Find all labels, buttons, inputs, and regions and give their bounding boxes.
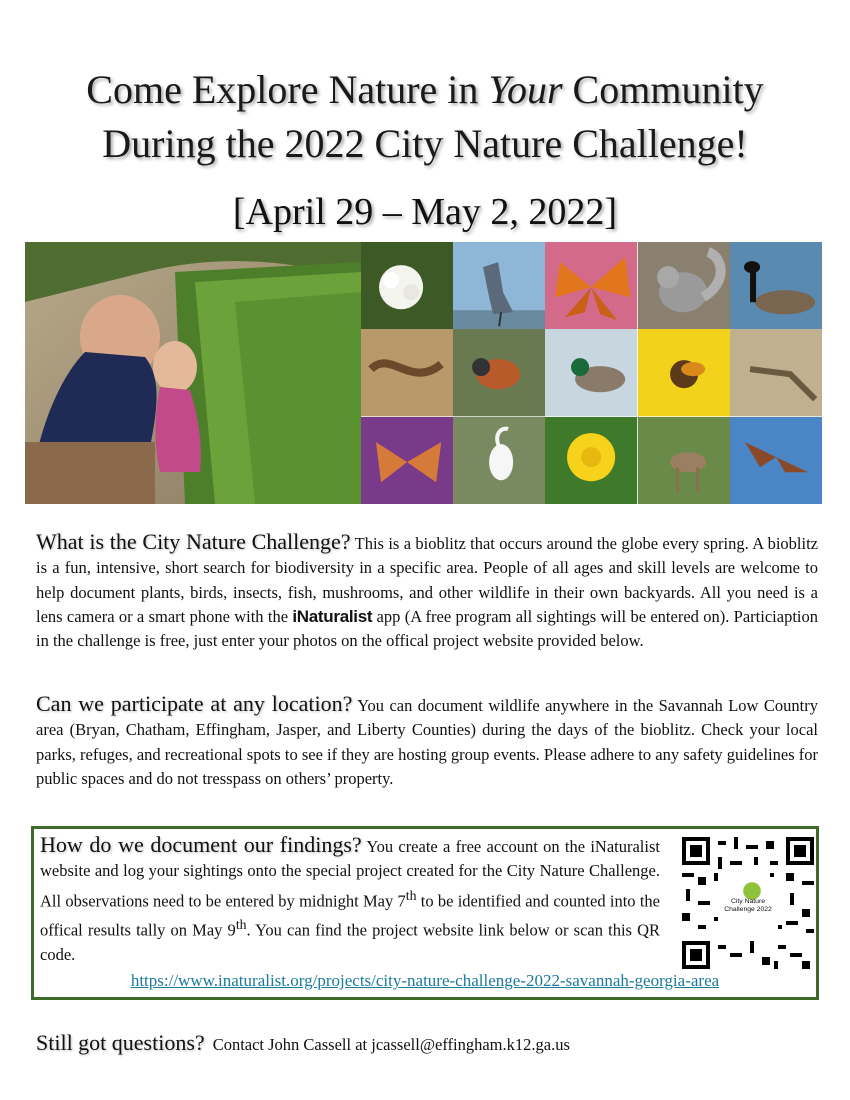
title-emphasis: Your [488, 67, 563, 112]
section-what-is [36, 530, 818, 653]
photo-dandelion [545, 417, 637, 504]
section-document-body-b: to be identified and counted into the offical results tally on May 9 [40, 891, 660, 940]
section-document-body-a: You create a free account on the iNaturalist website and log your sightings onto the special project created for the City Nature Challenge. All observations need to be entered by midnight May 7 [40, 837, 660, 911]
section-what-is-body-a: This is a bioblitz that occurs around the globe every spring. A bioblitz is a fun, intensive, short search for biodiversity in a specific area. People of all ages and skill levels are welcome to help document plants, birds, insects, fish, mushrooms, and other wildlife in their own backyards. All you need is a lens camera or a smart phone with the [36, 534, 818, 626]
section-location [36, 692, 818, 791]
hero-photo [25, 242, 361, 504]
photo-collage [25, 242, 822, 504]
superscript-th-2: th [235, 917, 247, 933]
photo-monarch-butterfly [545, 242, 637, 329]
title-text-end: Community [562, 67, 764, 112]
photo-butterfly-on-flower [361, 417, 453, 504]
title-line-1 [0, 66, 850, 114]
photo-lizard [730, 329, 822, 416]
photo-heron [453, 242, 545, 329]
wildlife-grid [361, 242, 822, 504]
section-document-body-c: . You can find the project website link below or scan this QR code. [40, 920, 660, 965]
photo-snake [361, 329, 453, 416]
title-text: Come Explore Nature in [86, 67, 489, 112]
qr-code[interactable] [682, 837, 814, 969]
qr-label-line-1: City Nature [731, 898, 765, 905]
title-line-2: During the 2022 City Nature Challenge! [102, 121, 748, 166]
footer-contact: Contact John Cassell at jcassell@effingham.k12.ga.us [212, 1035, 570, 1054]
section-what-is-heading: What is the City Nature Challenge? [36, 529, 351, 554]
event-dates: [April 29 – May 2, 2022] [232, 191, 618, 233]
inaturalist-logo: iNaturalist [292, 606, 373, 626]
photo-deer [638, 417, 730, 504]
photo-egret [453, 417, 545, 504]
section-what-is-body-b: app (A free program all sightings will be entered on). Particiaption in the challenge is free, just enter your photos on the offical project website provided below. [36, 606, 818, 651]
photo-canada-goose [730, 242, 822, 329]
project-website-link[interactable]: https://www.inaturalist.org/projects/city-nature-challenge-2022-savannah-georgia-area [130, 971, 720, 990]
photo-flowers [361, 242, 453, 329]
photo-hawk [730, 417, 822, 504]
qr-label-line-2: Challenge 2022 [724, 906, 772, 913]
photo-squirrel [638, 242, 730, 329]
contact-footer [36, 1030, 570, 1056]
superscript-th: th [405, 887, 417, 903]
photo-mallard-duck [545, 329, 637, 416]
section-location-heading: Can we participate at any location? [36, 691, 353, 716]
footer-heading: Still got questions? [36, 1030, 205, 1055]
section-document-heading: How do we document our findings? [40, 832, 362, 857]
section-location-body: You can document wildlife anywhere in the Savannah Low Country area (Bryan, Chatham, Effingham, Jasper, and Liberty Counties) during the days of the bioblitz. Check your local parks, refuges, and recreational spots to see if they are hosting group events. Please adhere to any safety guidelines for public spaces and do not tresspass on others’ property. [36, 696, 818, 788]
document-findings-box [31, 826, 819, 1000]
photo-bee-on-flower [638, 329, 730, 416]
section-document [40, 833, 660, 967]
photo-robin [453, 329, 545, 416]
